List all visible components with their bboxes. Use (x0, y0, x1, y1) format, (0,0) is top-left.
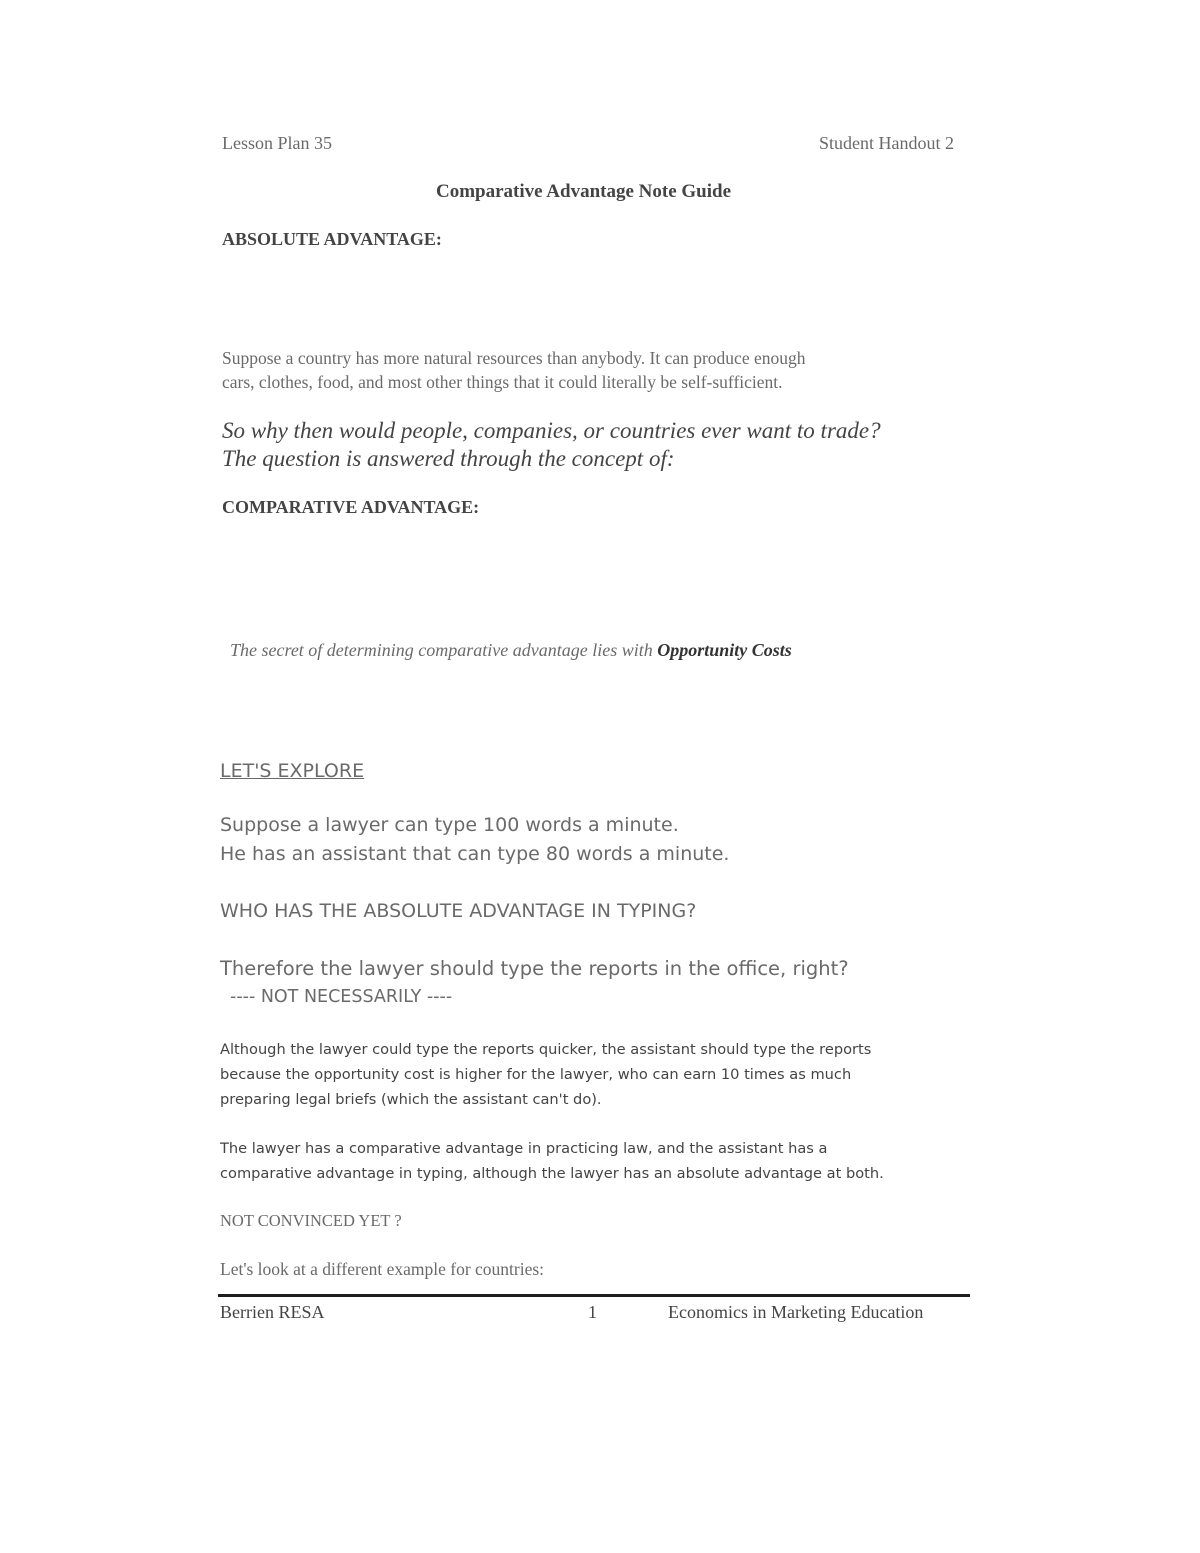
page-title: Comparative Advantage Note Guide (436, 181, 732, 202)
not-necessarily: ---- NOT NECESSARILY ---- (230, 987, 453, 1007)
footer-right: Economics in Marketing Education (668, 1302, 924, 1322)
although-line-3: preparing legal briefs (which the assistant can't do). (220, 1091, 602, 1108)
not-convinced: NOT CONVINCED YET ? (220, 1211, 402, 1230)
although-line-2: because the opportunity cost is higher for the lawyer, who can earn 10 times as much (220, 1066, 852, 1083)
explore-line-2: He has an assistant that can type 80 words a minute. (220, 843, 730, 865)
lets-look-line: Let's look at a different example for countries: (220, 1259, 545, 1279)
opportunity-costs-emphasis: Opportunity Costs (657, 640, 792, 660)
secret-text: The secret of determining comparative advantage lies with (230, 640, 658, 660)
lawyer-comparative-line-2: comparative advantage in typing, although the lawyer has an absolute advantage at both. (220, 1165, 884, 1182)
lets-explore-heading: LET'S EXPLORE (220, 760, 365, 782)
absolute-advantage-heading: ABSOLUTE ADVANTAGE: (222, 229, 442, 249)
lawyer-comparative-line-1: The lawyer has a comparative advantage in practicing law, and the assistant has a (220, 1140, 828, 1157)
header-left: Lesson Plan 35 (222, 133, 332, 153)
header-right: Student Handout 2 (819, 133, 954, 153)
secret-line (230, 640, 792, 661)
footer-left: Berrien RESA (220, 1302, 325, 1322)
intro-line-2: cars, clothes, food, and most other things that it could literally be self-sufficient. (222, 372, 783, 392)
therefore-line: Therefore the lawyer should type the reports in the office, right? (220, 957, 849, 980)
footer-page-number: 1 (588, 1302, 597, 1322)
explore-line-1: Suppose a lawyer can type 100 words a minute. (220, 814, 679, 836)
question-line-1: So why then would people, companies, or countries ever want to trade? (222, 418, 881, 443)
intro-line-1: Suppose a country has more natural resources than anybody. It can produce enough (222, 348, 806, 368)
absolute-advantage-question: WHO HAS THE ABSOLUTE ADVANTAGE IN TYPING? (220, 900, 697, 922)
question-line-2: The question is answered through the concept of: (222, 446, 675, 471)
comparative-advantage-heading: COMPARATIVE ADVANTAGE: (222, 497, 480, 517)
although-line-1: Although the lawyer could type the reports quicker, the assistant should type the reports (220, 1041, 872, 1058)
footer-rule (218, 1294, 970, 1297)
